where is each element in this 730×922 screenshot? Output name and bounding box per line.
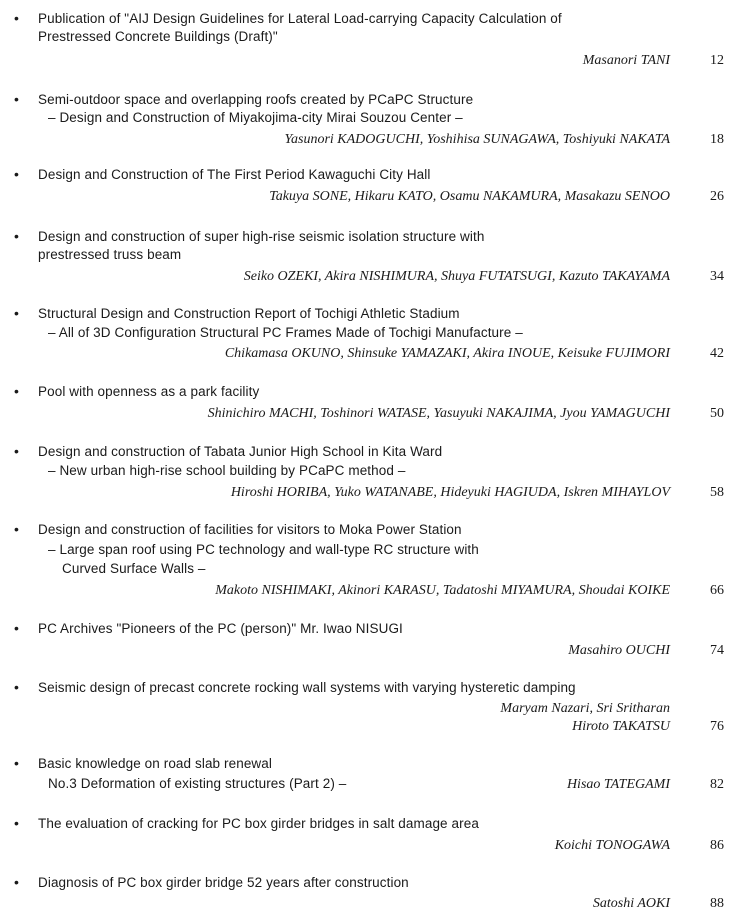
bullet-icon: • bbox=[14, 91, 19, 107]
entry-title: Publication of "AIJ Design Guidelines for Lateral Load-carrying Capacity Calculation of bbox=[38, 11, 562, 26]
bullet-icon: • bbox=[14, 755, 19, 771]
entry-title: Prestressed Concrete Buildings (Draft)" bbox=[38, 29, 278, 44]
entry-title: The evaluation of cracking for PC box girder bridges in salt damage area bbox=[38, 816, 479, 831]
entry-authors: Masahiro OUCHI bbox=[568, 643, 670, 658]
entry-authors: Takuya SONE, Hikaru KATO, Osamu NAKAMURA, Masakazu SENOO bbox=[269, 189, 670, 204]
entry-page: 66 bbox=[710, 583, 724, 598]
entry-page: 82 bbox=[710, 777, 724, 792]
bullet-icon: • bbox=[14, 521, 19, 537]
entry-page: 88 bbox=[710, 896, 724, 911]
bullet-icon: • bbox=[14, 443, 19, 459]
entry-title: Design and Construction of The First Period Kawaguchi City Hall bbox=[38, 167, 431, 182]
bullet-icon: • bbox=[14, 620, 19, 636]
bullet-icon: • bbox=[14, 815, 19, 831]
bullet-icon: • bbox=[14, 166, 19, 182]
bullet-icon: • bbox=[14, 874, 19, 890]
bullet-icon: • bbox=[14, 679, 19, 695]
entry-page: 86 bbox=[710, 838, 724, 853]
entry-page: 12 bbox=[710, 53, 724, 68]
entry-title: Semi-outdoor space and overlapping roofs created by PCaPC Structure bbox=[38, 92, 474, 107]
entry-page: 26 bbox=[710, 189, 724, 204]
entry-authors: Makoto NISHIMAKI, Akinori KARASU, Tadatoshi MIYAMURA, Shoudai KOIKE bbox=[215, 583, 670, 598]
entry-authors: Hiroto TAKATSU bbox=[572, 719, 670, 734]
entry-title: Design and construction of facilities for visitors to Moka Power Station bbox=[38, 522, 462, 537]
entry-page: 50 bbox=[710, 406, 724, 421]
bullet-icon: • bbox=[14, 228, 19, 244]
entry-authors: Satoshi AOKI bbox=[592, 896, 670, 911]
entry-subtitle: No.3 Deformation of existing structures (Part 2) – bbox=[48, 776, 347, 791]
entry-subtitle: Curved Surface Walls – bbox=[62, 561, 206, 576]
entry-page: 58 bbox=[710, 485, 724, 500]
entry-title: Basic knowledge on road slab renewal bbox=[38, 756, 272, 771]
entry-subtitle: – New urban high-rise school building by PCaPC method – bbox=[48, 463, 406, 478]
entry-authors: Chikamasa OKUNO, Shinsuke YAMAZAKI, Akira INOUE, Keisuke FUJIMORI bbox=[224, 346, 670, 361]
entry-title: Design and construction of Tabata Junior High School in Kita Ward bbox=[38, 444, 443, 459]
entry-authors: Koichi TONOGAWA bbox=[554, 838, 670, 853]
entry-authors: Yasunori KADOGUCHI, Yoshihisa SUNAGAWA, Toshiyuki NAKATA bbox=[284, 132, 670, 147]
entry-page: 74 bbox=[710, 643, 724, 658]
entry-authors: Hisao TATEGAMI bbox=[566, 777, 670, 792]
entry-page: 42 bbox=[710, 346, 724, 361]
entry-authors: Maryam Nazari, Sri Sritharan bbox=[500, 701, 670, 716]
entry-title: Pool with openness as a park facility bbox=[38, 384, 260, 399]
entry-authors: Shinichiro MACHI, Toshinori WATASE, Yasuyuki NAKAJIMA, Jyou YAMAGUCHI bbox=[207, 406, 670, 421]
entry-title: PC Archives "Pioneers of the PC (person)" Mr. Iwao NISUGI bbox=[38, 621, 403, 636]
entry-title: Structural Design and Construction Report of Tochigi Athletic Stadium bbox=[38, 306, 460, 321]
entry-authors: Hiroshi HORIBA, Yuko WATANABE, Hideyuki HAGIUDA, Iskren MIHAYLOV bbox=[230, 485, 670, 500]
entry-subtitle: – Design and Construction of Miyakojima-city Mirai Souzou Center – bbox=[48, 110, 463, 125]
entry-page: 76 bbox=[710, 719, 724, 734]
entry-title: Seismic design of precast concrete rocking wall systems with varying hysteretic damping bbox=[38, 680, 576, 695]
entry-title: prestressed truss beam bbox=[38, 247, 182, 262]
entry-subtitle: – All of 3D Configuration Structural PC Frames Made of Tochigi Manufacture – bbox=[48, 325, 523, 340]
entry-title: Diagnosis of PC box girder bridge 52 years after construction bbox=[38, 875, 409, 890]
bullet-icon: • bbox=[14, 305, 19, 321]
entry-authors: Seiko OZEKI, Akira NISHIMURA, Shuya FUTATSUGI, Kazuto TAKAYAMA bbox=[243, 269, 670, 284]
entry-title: Design and construction of super high-rise seismic isolation structure with bbox=[38, 229, 485, 244]
entry-page: 18 bbox=[710, 132, 724, 147]
entry-page: 34 bbox=[710, 269, 724, 284]
entry-authors: Masanori TANI bbox=[582, 53, 670, 68]
bullet-icon: • bbox=[14, 10, 19, 26]
entry-subtitle: – Large span roof using PC technology and wall-type RC structure with bbox=[48, 542, 479, 557]
bullet-icon: • bbox=[14, 383, 19, 399]
